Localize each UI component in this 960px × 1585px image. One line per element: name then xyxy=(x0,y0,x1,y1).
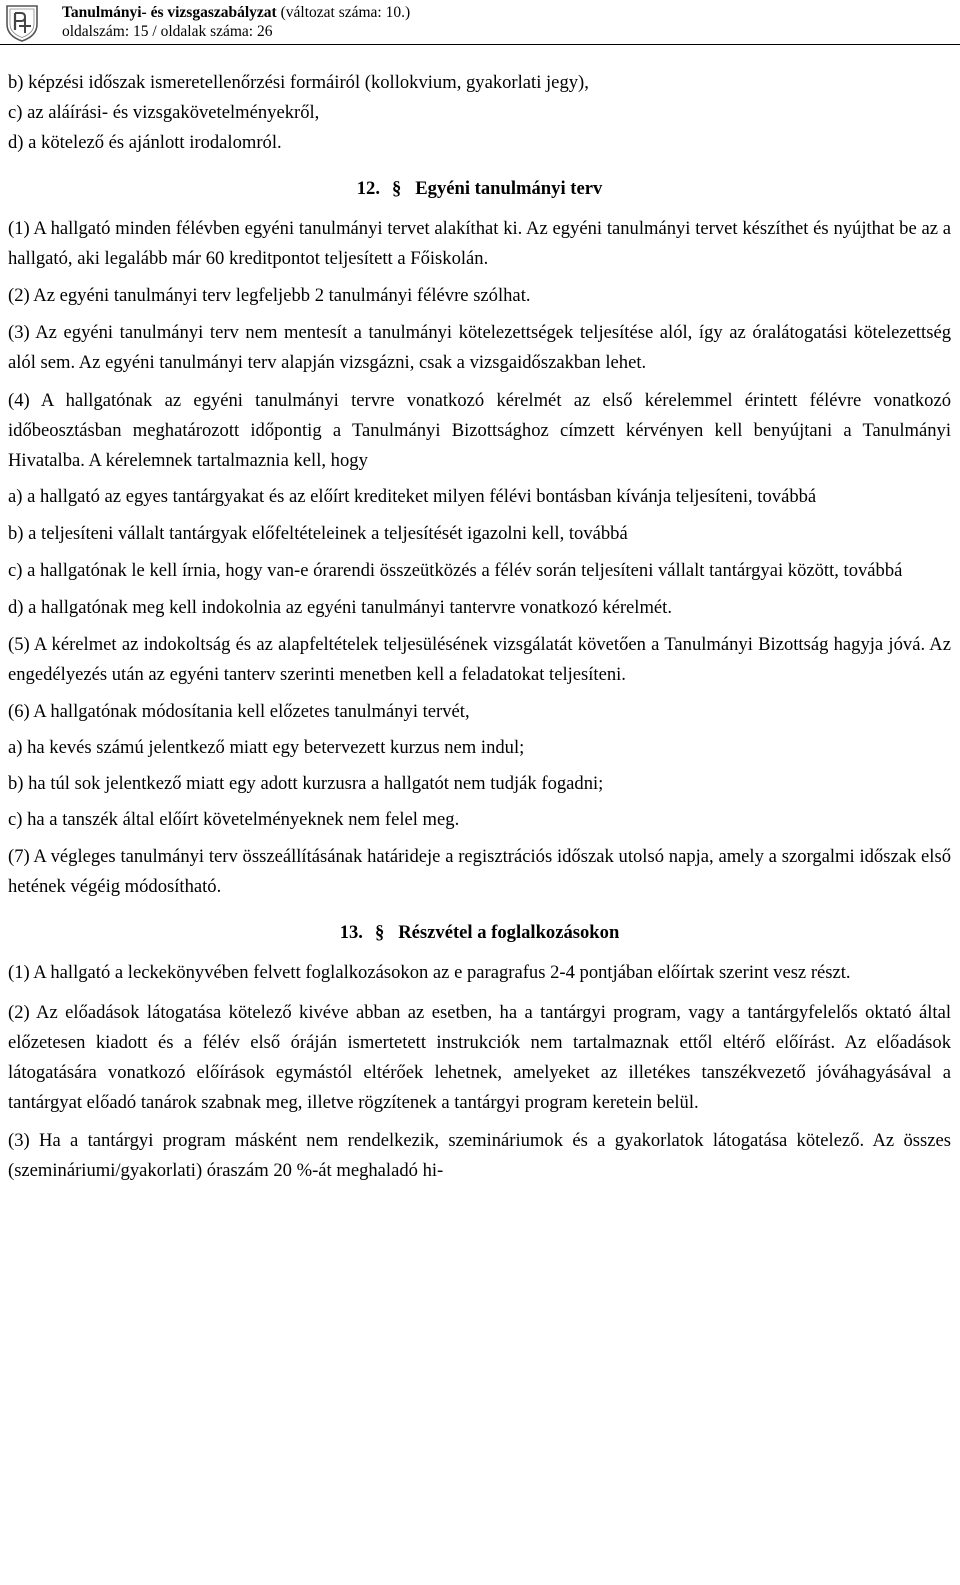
paragraph: (6) A hallgatónak módosítania kell előzetes tanulmányi tervét, xyxy=(8,701,470,722)
institution-logo-icon xyxy=(4,2,40,42)
paragraph: (1) A hallgató minden félévben egyéni tanulmányi tervet alakíthat ki. Az egyéni tanulmányi tervet készíthet és nyújthat be az a hallgató, aki legalább már 60 kreditpontot teljesített a Főiskolán. xyxy=(8,218,951,269)
page-number-info: oldalszám: 15 / oldalak száma: 26 xyxy=(62,23,273,40)
paragraph: (2) Az egyéni tanulmányi terv legfeljebb 2 tanulmányi félévre szólhat. xyxy=(8,285,531,306)
paragraph: (7) A végleges tanulmányi terv összeállításának határideje a regisztrációs időszak utolsó napja, amely a szorgalmi időszak első hetének végéig módosítható. xyxy=(8,846,951,897)
paragraph: (3) Ha a tantárgyi program másként nem rendelkezik, szemináriumok és a gyakorlatok látogatása kötelező. Az összes (szemináriumi/gyakorlati) óraszám 20 %-át meghaladó hi- xyxy=(8,1130,951,1181)
list-item: a) ha kevés számú jelentkező miatt egy betervezett kurzus nem indul; xyxy=(8,737,525,758)
header-divider xyxy=(0,44,960,45)
paragraph: (2) Az előadások látogatása kötelező kivéve abban az esetben, ha a tantárgyi program, vagy a tantárgyfelelős oktató által előzetesen kiadott és a félév első óráján ismertetett instrukciók nem tartalmaznak ettől eltérő előírást. Az előadások látogatására vonatkozó előírások egymástól eltérőek lehetnek, amelyeket az illetékes tanszékvezető jóváhagyásával a tantárgyat előadó tanárok szabnak meg, illetve rögzítenek a tantárgyi program keretein belül. xyxy=(8,1002,951,1113)
paragraph: (4) A hallgatónak az egyéni tanulmányi tervre vonatkozó kérelmét az első kérelemmel érintett félévre vonatkozó időbeosztásban meghatározott időpontig a Tanulmányi Bizottsághoz címzett kérvényen kell benyújtani a Tanulmányi Hivatalba. A kérelemnek tartalmaznia kell, hogy xyxy=(8,390,951,471)
section-title: Egyéni tanulmányi terv xyxy=(415,178,603,199)
list-item: c) a hallgatónak le kell írnia, hogy van-e órarendi összeütközés a félév során teljesíteni vállalt tantárgyai között, továbbá xyxy=(8,560,903,581)
list-item: c) az aláírási- és vizsgakövetelményekről, xyxy=(8,102,320,123)
list-item: d) a kötelező és ajánlott irodalomról. xyxy=(8,132,282,153)
section-13-heading xyxy=(8,918,951,948)
page-header xyxy=(0,0,960,46)
paragraph: (3) Az egyéni tanulmányi terv nem mentesít a tanulmányi kötelezettségek teljesítése alól, így az óralátogatási kötelezettség alól sem. Az egyéni tanulmányi terv alapján vizsgázni, csak a vizsgaidőszakban lehet. xyxy=(8,322,951,373)
paragraph: (1) A hallgató a leckekönyvében felvett foglalkozásokon az e paragrafus 2-4 pontjában előírtak szerint vesz részt. xyxy=(8,962,851,983)
list-item: b) a teljesíteni vállalt tantárgyak előfeltételeinek a teljesítését igazolni kell, továbbá xyxy=(8,523,628,544)
section-number: 13. xyxy=(339,922,363,943)
paragraph: (5) A kérelmet az indokoltság és az alapfeltételek teljesülésének vizsgálatát követően a Tanulmányi Bizottság hagyja jóvá. Az engedélyezés után az egyéni tanterv szerinti menetben kell a feladatokat teljesíteni. xyxy=(8,634,951,685)
document-body xyxy=(8,68,951,1186)
section-title: Részvétel a foglalkozásokon xyxy=(398,922,620,943)
list-item: c) ha a tanszék által előírt követelményeknek nem felel meg. xyxy=(8,809,460,830)
document-version: (változat száma: 10.) xyxy=(280,4,411,21)
list-item: b) képzési időszak ismeretellenőrzési formáiról (kollokvium, gyakorlati jegy), xyxy=(8,72,589,93)
list-item: b) ha túl sok jelentkező miatt egy adott kurzusra a hallgatót nem tudják fogadni; xyxy=(8,773,604,794)
section-number: 12. xyxy=(356,178,380,199)
document-title xyxy=(62,4,410,22)
section-12-heading xyxy=(8,174,951,204)
paragraph-symbol: § xyxy=(374,922,385,943)
list-item: a) a hallgató az egyes tantárgyakat és az előírt krediteket milyen félévi bontásban kívánja teljesíteni, továbbá xyxy=(8,486,817,507)
paragraph-symbol: § xyxy=(391,178,402,199)
document-title-text: Tanulmányi- és vizsgaszabályzat xyxy=(62,4,277,21)
list-item: d) a hallgatónak meg kell indokolnia az egyéni tanulmányi tantervre vonatkozó kérelmét. xyxy=(8,597,672,618)
